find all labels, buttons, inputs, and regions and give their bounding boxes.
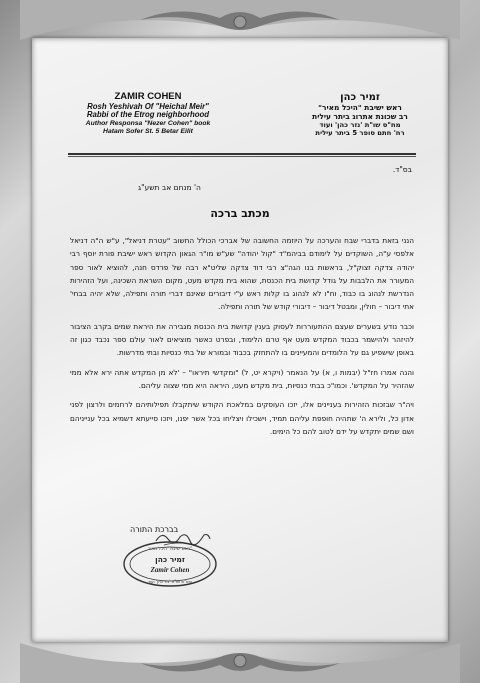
letter-date: ה' מנחם אב תשע"ג (138, 183, 201, 192)
paragraph: ויה"ר שבזכות הזהירות בעניינים אלו, יזכו העוסקים במלאכת הקודש שיתקבלו תפילותיהם לרחמים ולרצון לפני אדון כל, ולירא ה' שתהיה חופפת עליהם תמיד, וישכילו ויצליחו בכל אשר יפנו, ויזכו סייעתא דשמיא בכל ענייניהם ושם שמים יתקדש על ידם לטוב להם כל הימים. (70, 400, 414, 436)
author-name-english: ZAMIR COHEN (114, 91, 182, 102)
author-books-hebrew: מח"ס שו"ת 'נזר כהן' ועוד (319, 121, 401, 130)
author-address-english: Hatam Sofer St. 5 Betar Eilit (103, 127, 193, 135)
stamp-name-english: Zamir Cohen (150, 566, 190, 574)
author-address-hebrew: רח' חתם סופר 5 ביתר עילית (315, 129, 405, 138)
header-divider (68, 153, 416, 155)
letterhead-hebrew (290, 92, 430, 137)
rabbinical-stamp (122, 540, 218, 588)
stamp-name-hebrew: זמיר כהן (155, 555, 185, 564)
paragraph: והנה אמרו חז"ל (יבמות ו, א) על הנאמר (ויקרא יט, ל) "ומקדשי תיראו" – 'לא מן המקדש אתה ירא אלא ממי שהזהיר על המקדש'. וכמו"כ בבתי כנסיות, בית מקדש מעט, היראה היא ממי שצוה עליהם. (70, 367, 414, 390)
author-title-english: Rosh Yeshivah Of "Heichal Meir" (87, 101, 209, 111)
closing-blessing: בברכת התורה (130, 525, 179, 534)
letter-title: מכתב ברכה (210, 207, 270, 220)
author-name-hebrew: זמיר כהן (340, 92, 380, 103)
paragraph: וכבר נודע בשערים שעצם ההתעוררות לעסוק בענין קדושת בית הכנסת מגבירה את היראת שמים בקרב הציבור להיזהר ולהישמר בכבוד המקדש מעט אף טרם הלימוד, ובפרט כאשר מוציאים לאור עולם ספר נכבד כגון זה באופן שישפיע גם על הלומדים והמעיינים בו להתחזק בכבוד ובמורא של בתי כנסיות ובתי מדרשות. (70, 321, 414, 358)
author-role-hebrew: רב שכונת אתרוג ביתר עילית (312, 111, 408, 121)
header-divider-thin (68, 156, 416, 157)
stamp-bottom-text: ומח"ס שו"ת 'נזר כהן' ועוד (147, 579, 193, 584)
stamp-top-text: ראש ישיבת "היכל מאיר" (147, 547, 193, 552)
author-books-english: Author Responsa "Nezer Cohen" book (85, 120, 211, 128)
paragraph: הנני בזאת בדברי שבח והערכה על היוזמה החשובה של אברכי הכולל החשוב "עטרת דניאל", ע"ש ה"ה דניאל אלפסי ע"ה, השוקדים על לימודם בביהמ"ד "קול יהודה" שע"ש מו"ר הגאון הקדוש ראש ישיבת פורת יוסף רבי יהודה צדקה זצוק"ל, בראשות בנו הגה"צ רבי דוד צדקה שליט"א רבה של פרדס חנה, להוציא לאור ספר המעורר את הלבבות על גודל קדושת בית הכנסת, שהוא בית מקדש מעט, מקום השראת השכינה, ועל הזהירות הנדרשת לנהוג בו כבוד, וח"ו לא לנהוג בו קלות ראש ע"י דיבורים שאינם דברי תורה ותפילה, שלא יהיה בבחי' אתי דיבור – חולין, ומבטל דיבור – דיבורי קודש של תורה ותפילה. (70, 236, 414, 312)
bottom-ornament-icon (20, 639, 460, 683)
bsd-heading: בס"ד. (392, 165, 412, 174)
author-title-hebrew: ראש ישיבת "היכל מאיר" (318, 102, 402, 112)
letter-body (70, 234, 414, 444)
letterhead-english (68, 92, 228, 135)
author-role-english: Rabbi of the Etrog neighborhood (86, 110, 210, 120)
